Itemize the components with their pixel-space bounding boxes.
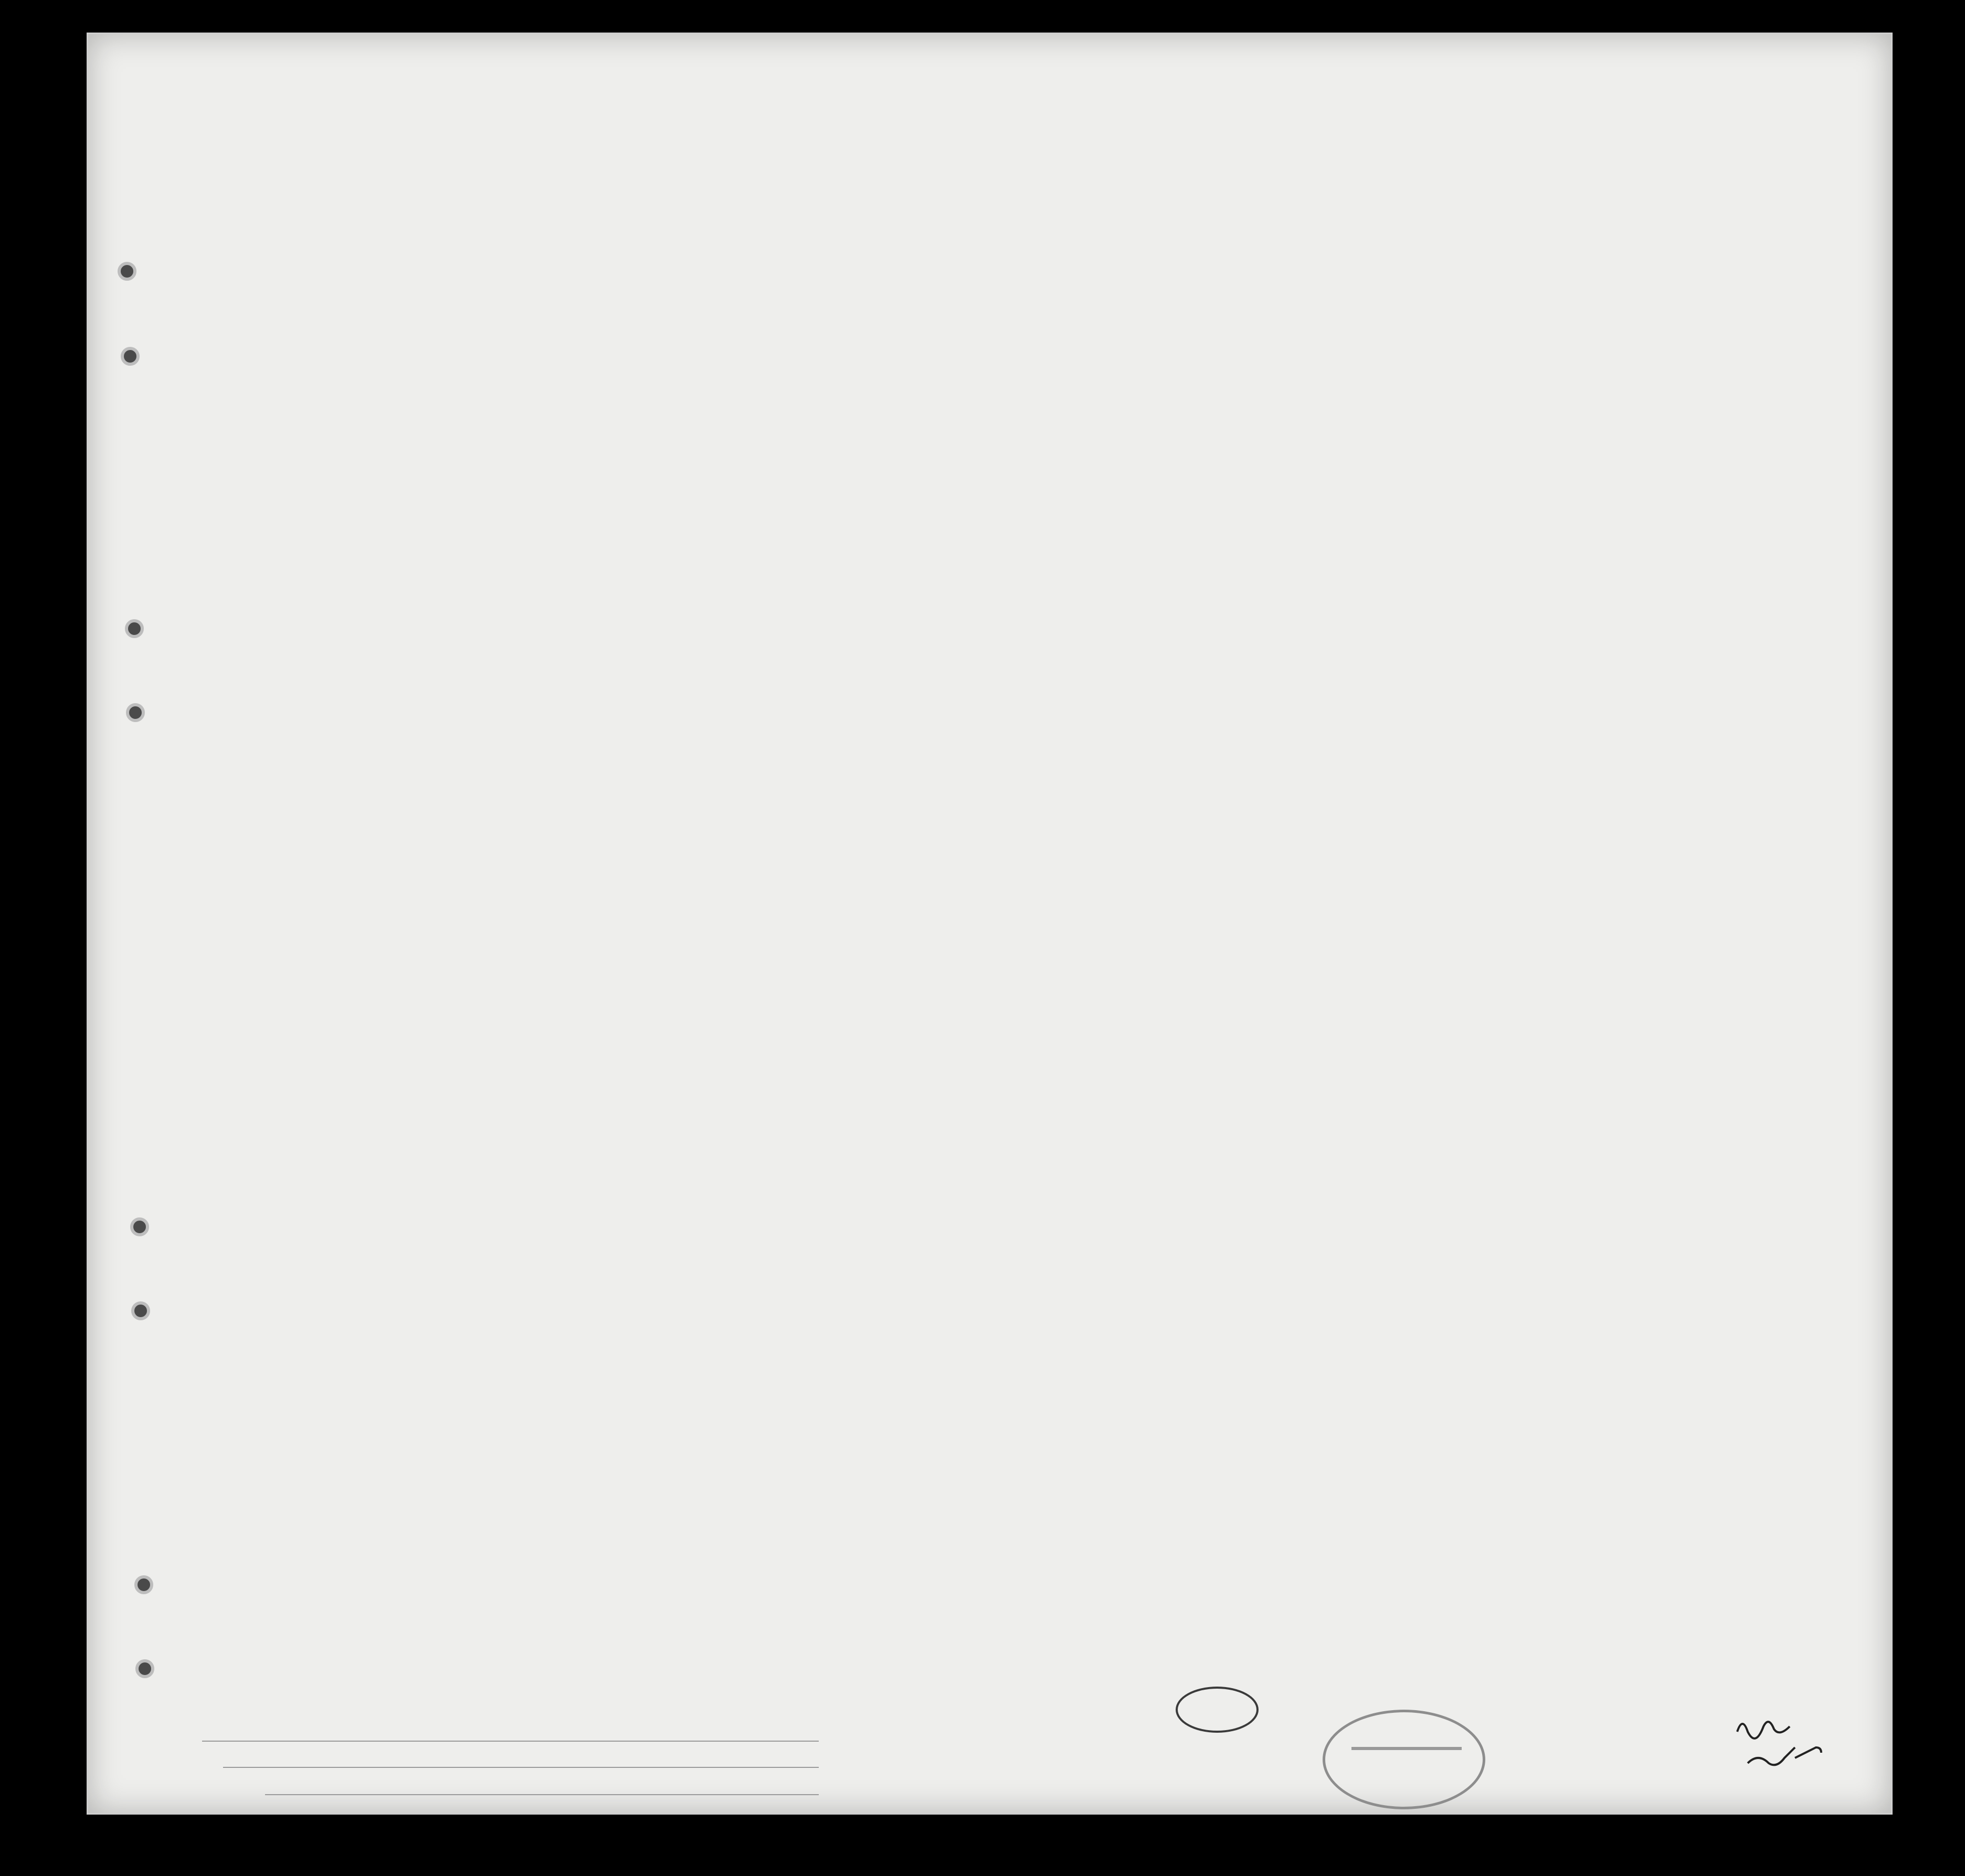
stamp-date <box>1351 1747 1462 1750</box>
circled-count <box>1176 1687 1259 1733</box>
inspection-stamp <box>1323 1710 1485 1809</box>
